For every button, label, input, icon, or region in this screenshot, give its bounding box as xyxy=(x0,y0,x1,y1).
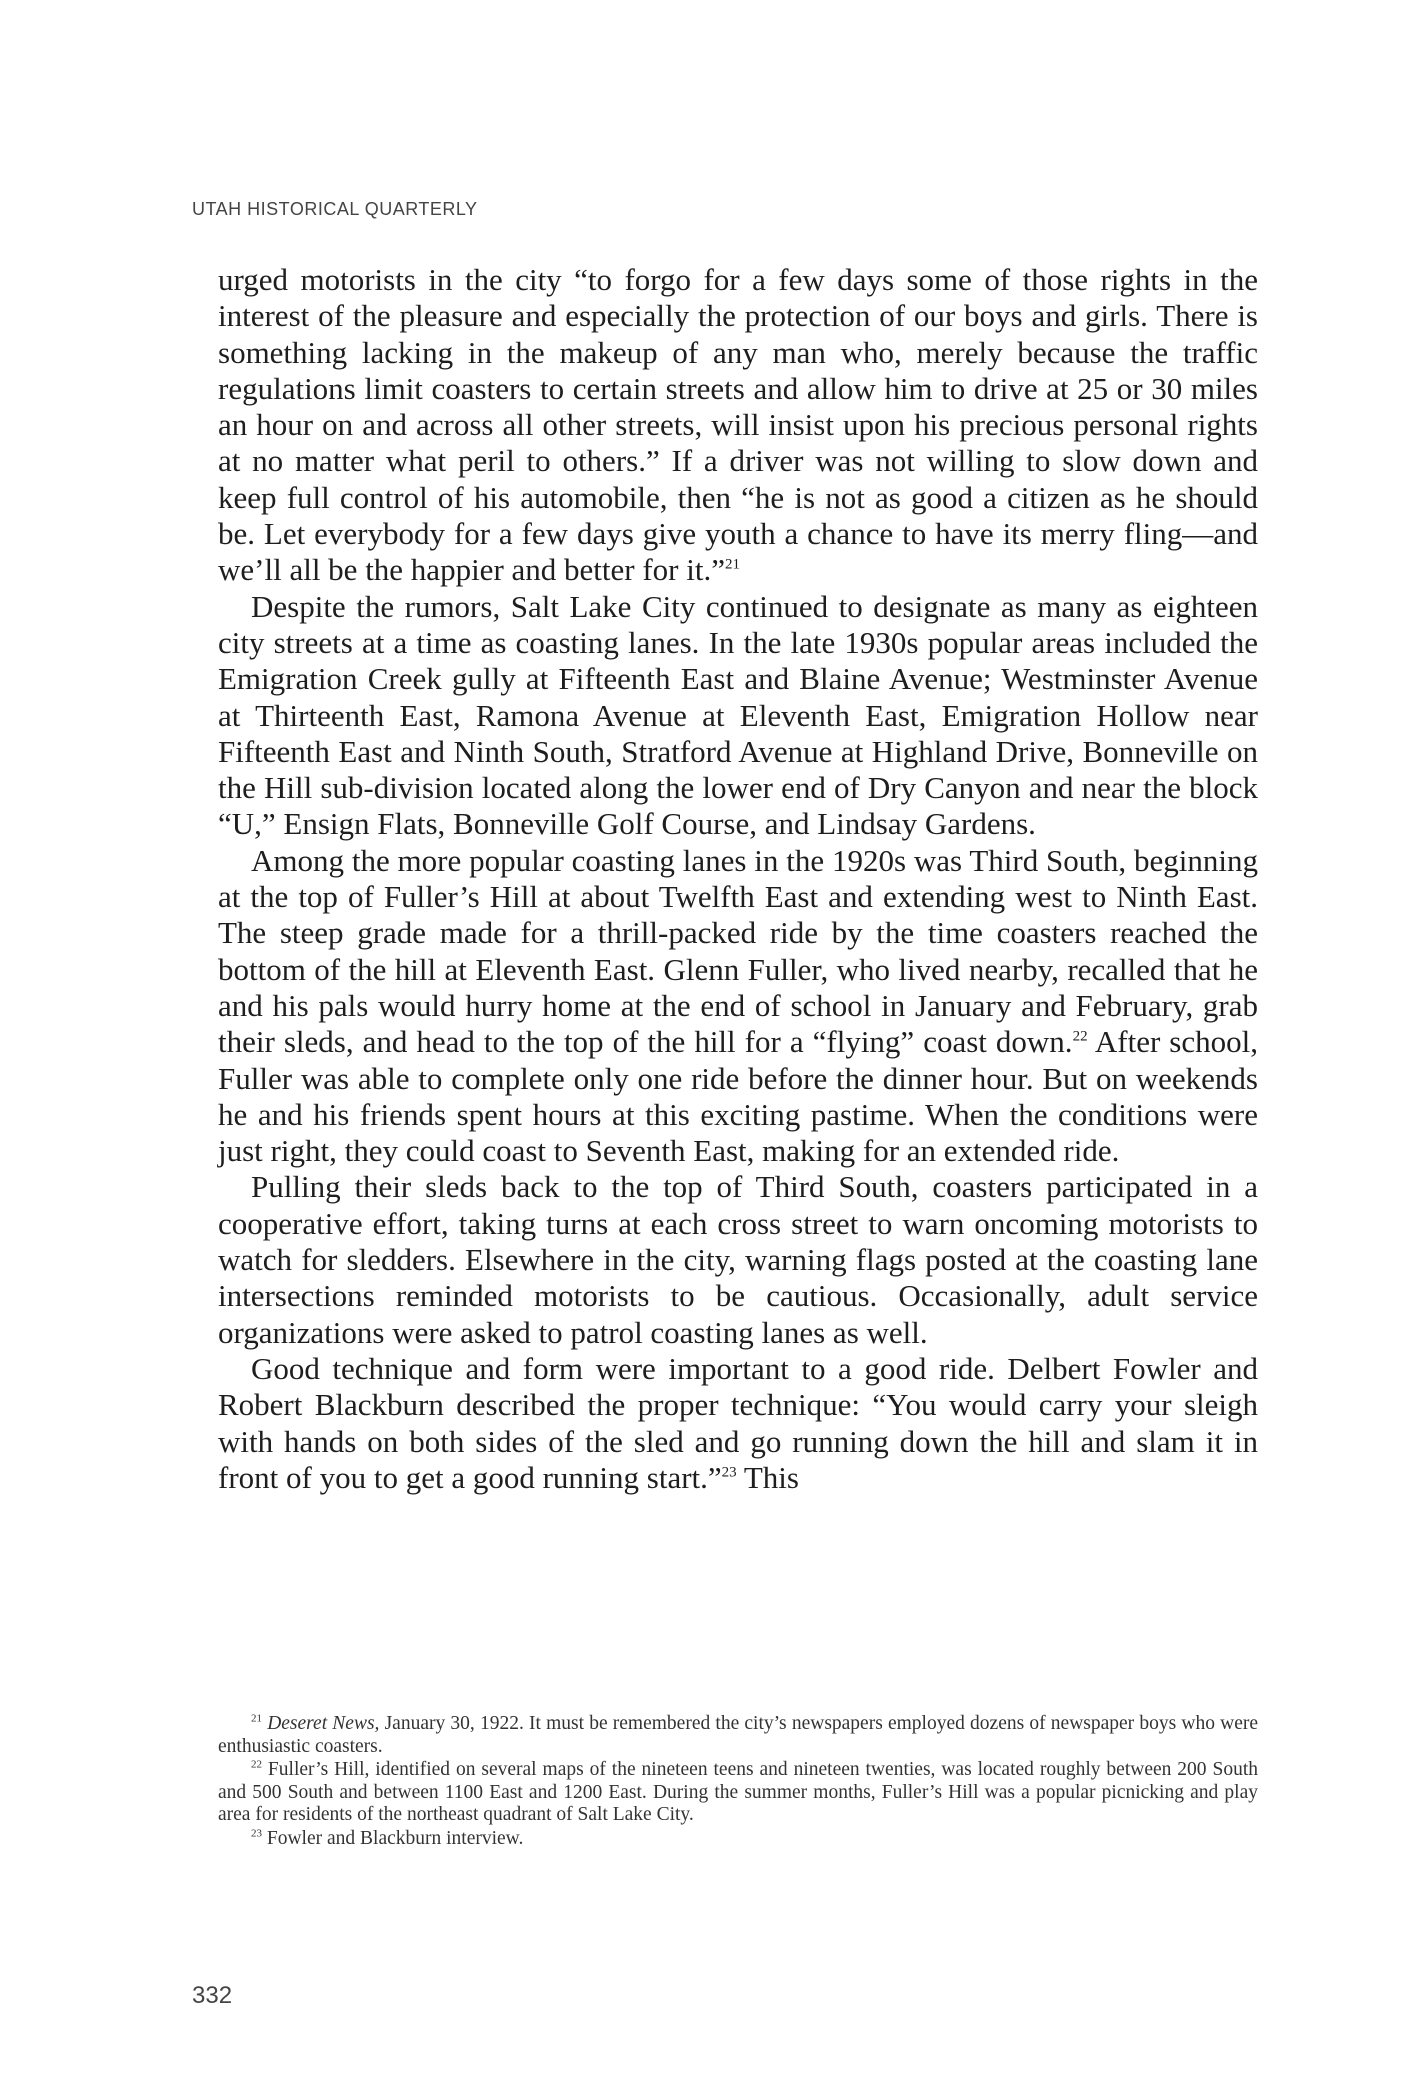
body-text xyxy=(218,262,1258,1496)
footnote-21-text: January 30, 1922. It must be remembered the city’s newspapers employed dozens of newspaper boys who were enthusiastic coasters. xyxy=(218,1713,1259,1757)
paragraph-3 xyxy=(218,843,1258,1170)
footnote-22-text: Fuller’s Hill, identified on several maps of the nineteen teens and nineteen twenties, was located roughly between 200 South and 500 South and between 1100 East and 1200 East. During the summer months, Fuller’s Hill was a popular picnicking and play area for residents of the northeast quadrant of Salt Lake City. xyxy=(218,1759,1258,1825)
footnote-21-number: 21 xyxy=(251,1712,262,1725)
footnote-23 xyxy=(218,1828,1258,1851)
paragraph-4: Pulling their sleds back to the top of Third South, coasters participated in a cooperative effort, taking turns at each cross street to warn oncoming motorists to watch for sledders. Elsewhere in the city, warning flags posted at the coasting lane intersections reminded motorists to be cautious. Occasionally, adult service organizations were asked to patrol coasting lanes as well. xyxy=(218,1169,1258,1350)
footnote-ref-23: 23 xyxy=(721,1464,737,1481)
paragraph-5-text-b: This xyxy=(736,1459,799,1495)
paragraph-3-text-b: After school, Fuller was able to complete only one ride before the dinner hour. But on weekends he and his friends spent hours at this exciting pastime. When the conditions were just right, they could coast to Seventh East, making for an extended ride. xyxy=(218,1024,1258,1169)
paragraph-5 xyxy=(218,1351,1258,1496)
footnote-23-number: 23 xyxy=(251,1827,262,1839)
page-number: 332 xyxy=(192,1982,233,2009)
footnote-21 xyxy=(218,1713,1258,1758)
paragraph-1 xyxy=(218,262,1258,589)
footnote-ref-21: 21 xyxy=(724,557,740,574)
footnote-22 xyxy=(218,1759,1258,1827)
paragraph-3-text-a: Among the more popular coasting lanes in the 1920s was Third South, beginning at the top of Fuller’s Hill at about Twelfth East and extending west to Ninth East. The steep grade made for a thrill-packed ride by the time coasters reached the bottom of the hill at Eleventh East. Glenn Fuller, who lived nearby, recalled that he and his pals would hurry home at the end of school in January and February, grab their sleds, and head to the top of the hill for a “flying” coast down. xyxy=(218,842,1258,1060)
footnote-21-source: Deseret News, xyxy=(267,1713,380,1734)
footnote-22-number: 22 xyxy=(251,1758,262,1771)
paragraph-5-text-a: Good technique and form were important to a good ride. Delbert Fowler and Robert Blackburn described the proper technique: “You would carry your sleigh with hands on both sides of the sled and go running down the hill and slam it in front of you to get a good running start.” xyxy=(218,1350,1258,1495)
paragraph-1-text: urged motorists in the city “to forgo for a few days some of those rights in the interest of the pleasure and especially the protection of our boys and girls. There is something lacking in the makeup of any man who, merely because the traffic regulations limit coasters to certain streets and allow him to drive at 25 or 30 miles an hour on and across all other streets, will insist upon his precious personal rights at no matter what peril to others.” If a driver was not willing to slow down and keep full control of his automobile, then “he is not as good a citizen as he should be. Let everybody for a few days give youth a chance to have its merry fling—and we’ll all be the happier and better for it.” xyxy=(218,262,1258,588)
footnote-ref-22: 22 xyxy=(1072,1028,1088,1045)
running-head: UTAH HISTORICAL QUARTERLY xyxy=(192,199,478,219)
paragraph-2: Despite the rumors, Salt Lake City continued to designate as many as eighteen city streets at a time as coasting lanes. In the late 1930s popular areas included the Emigration Creek gully at Fifteenth East and Blaine Avenue; Westminster Avenue at Thirteenth East, Ramona Avenue at Eleventh East, Emigration Hollow near Fifteenth East and Ninth South, Stratford Avenue at Highland Drive, Bonneville on the Hill sub-division located along the lower end of Dry Canyon and near the block “U,” Ensign Flats, Bonneville Golf Course, and Lindsay Gardens. xyxy=(218,588,1258,842)
footnote-23-text: Fowler and Blackburn interview. xyxy=(262,1827,524,1849)
footnotes xyxy=(218,1713,1258,1851)
